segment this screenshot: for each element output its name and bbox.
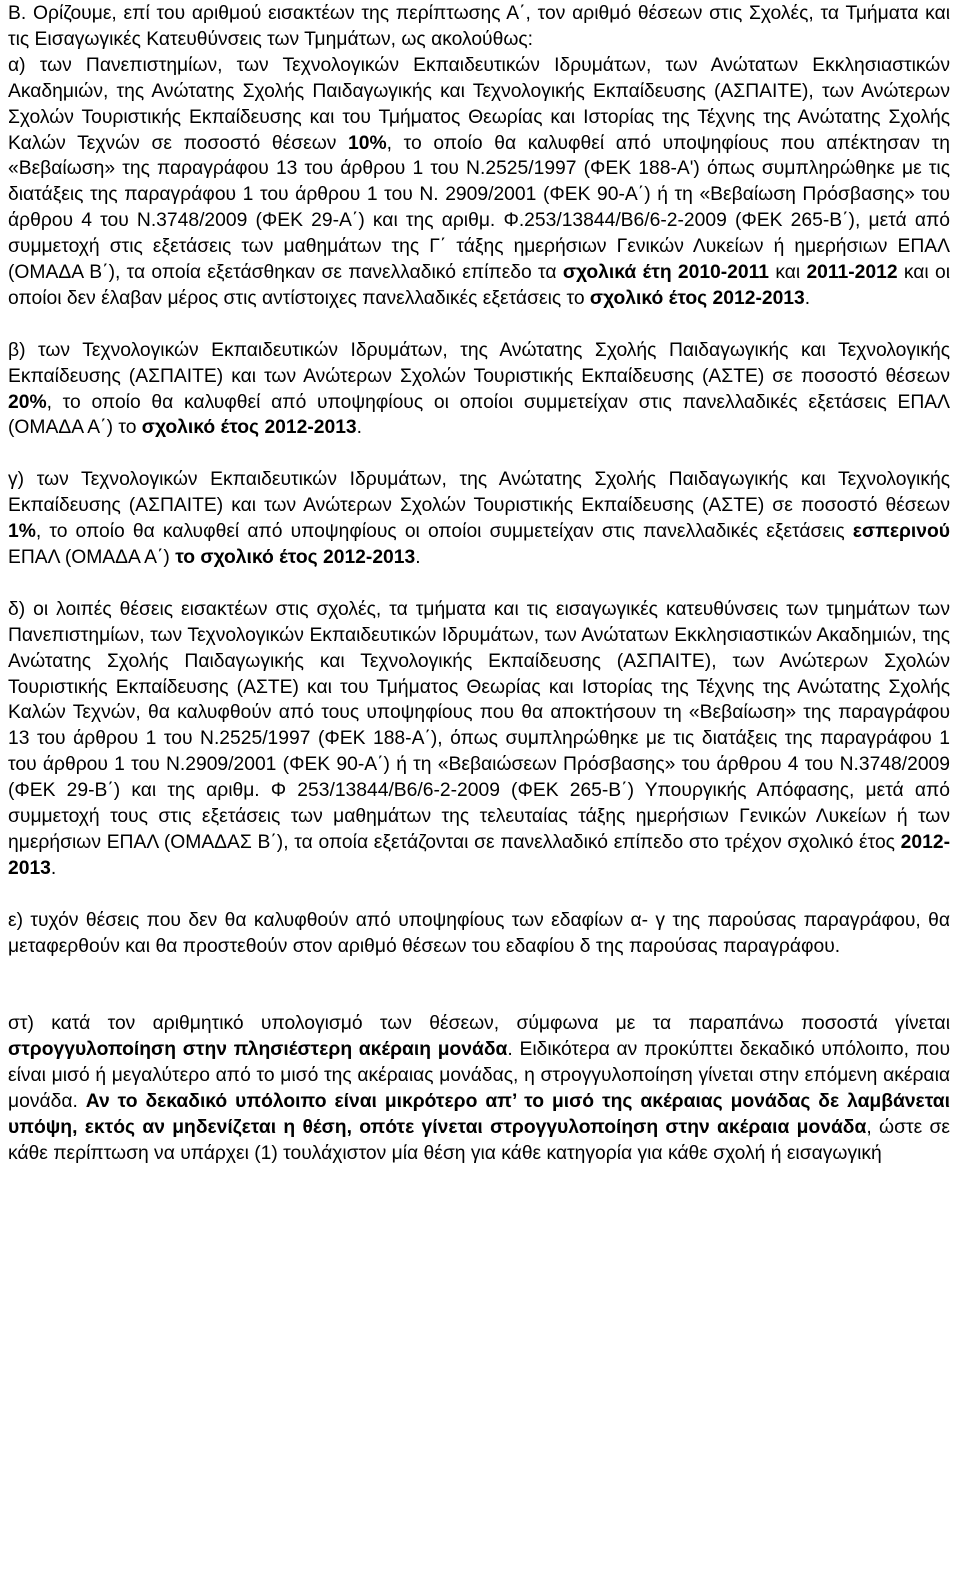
para-b-bold-percent: 20%: [8, 391, 47, 413]
para-d-text-1: δ) οι λοιπές θέσεις εισακτέων στις σχολές, τα τμήματα και τις εισαγωγικές κατευθύνσεις των τμημάτων των Πανεπιστημίων, των Τεχνολογικών Εκπαιδευτικών Ιδρυμάτων, των Ανώτατων Εκκλησιαστικών Ακαδημιών, της Ανώτατης Σχολής Παιδαγωγικής και Τεχνολογικής Εκπαίδευσης (ΑΣΠΑΙΤΕ), των Ανώτερων Σχολών Τουριστικής Εκπαίδευσης (ΑΣΤΕ) και του Τμήματος Θεωρίας και Ιστορίας της Τέχνης της Ανώτατης Σχολής Καλών Τεχνών, θα καλυφθούν από τους υποψηφίους που θα αποκτήσουν τη «Βεβαίωση» της παραγράφου 13 του άρθρου 1 του Ν.2525/1997 (ΦΕΚ 188-Α΄), όπως συμπληρώθηκε με τις διατάξεις της παραγράφου 1 του άρθρου 1 του Ν.2909/2001 (ΦΕΚ 90-Α΄) ή τη «Βεβαιώσεων Πρόσβασης» του άρθρου 4 του Ν.3748/2009 (ΦΕΚ 29-Β΄) και της αριθμ. Φ 253/13844/Β6/6-2-2009 (ΦΕΚ 265-Β΄) Υπουργικής Απόφασης, μετά από συμμετοχή τους στις εξετάσεις των μαθημάτων της τελευταίας τάξης ημερήσιων Γενικών Λυκείων ή των ημερήσιων ΕΠΑΛ (ΟΜΑΔΑΣ Β΄), τα οποία εξετάζονται σε πανελλαδικό επίπεδο στο τρέχον σχολικό έτος: [8, 598, 950, 853]
para-e-text-1: ε) τυχόν θέσεις που δεν θα καλυφθούν από υποψηφίους των εδαφίων α- γ της παρούσας παραγράφου, θα μεταφερθούν και θα προστεθούν στον αριθμό θέσεων του εδαφίου δ της παρούσας παραγράφου.: [8, 909, 950, 957]
para-b-text-4: .: [356, 417, 363, 439]
para-c-text-3: ΕΠΑΛ (ΟΜΑΔΑ Α΄): [8, 547, 176, 568]
paragraph-c: [8, 467, 950, 571]
para-a-text-4: και οι οποίοι δεν έλαβαν μέρος στις αντίστοιχες πανελλαδικές εξετάσεις το: [8, 262, 951, 309]
paragraph-e: [8, 908, 950, 960]
para-st-text-2: . Ειδικότερα αν προκύπτει δεκαδικό υπόλοιπο, που είναι μισό ή μεγαλύτερο από το μισό της ακέραιας μονάδας, η στρογγυλοποίηση γίνεται στην επόμενη ακέραια μονάδα.: [8, 1039, 950, 1112]
intro-paragraph: [8, 1, 950, 53]
para-a-bold-year2: 2011-2012: [806, 262, 898, 284]
para-b-text-2: , το οποίο θα καλυφθεί από υποψηφίους οι οποίοι συμμετείχαν στις πανελλαδικές εξετάσεις ΕΠΑΛ (ΟΜΑΔΑ Α΄) το: [8, 391, 950, 439]
intro-text: Β. Ορίζουμε, επί του αριθμού εισακτέων της περίπτωσης Α΄, τον αριθμό θέσεων στις Σχολές, τα Τμήματα και τις Εισαγωγικές Κατευθύνσεις των Τμημάτων, ως ακολούθως:: [8, 3, 950, 50]
para-st-text-3: , ώστε σε κάθε περίπτωση να υπάρχει (1) τουλάχιστον μία θέση για κάθε κατηγορία για κάθε σχολή ή εισαγωγική: [8, 1116, 950, 1164]
para-st-text-1: στ) κατά τον αριθμητικό υπολογισμό των θέσεων, σύμφωνα με τα παραπάνω ποσοστά γίνεται: [8, 1013, 950, 1035]
para-st-bold-rule: Αν το δεκαδικό υπόλοιπο είναι μικρότερο απ’ το μισό της ακέραιας μονάδας δε λαμβάνεται υπόψη, εκτός αν μηδενίζεται η θέση, οπότε γίνεται στρογγυλοποίηση στην ακέραια μονάδα: [8, 1090, 950, 1138]
para-b-text-1: β) των Τεχνολογικών Εκπαιδευτικών Ιδρυμάτων, της Ανώτατης Σχολής Παιδαγωγικής και Τεχνολογικής Εκπαίδευσης (ΑΣΠΑΙΤΕ) και των Ανώτερων Σχολών Τουριστικής Εκπαίδευσης (ΑΣΤΕ) σε ποσοστό θέσεων: [8, 339, 950, 387]
para-a-bold-school-year: σχολικό έτος 2012-2013: [589, 287, 805, 309]
para-a-bold-percent: 10%: [348, 132, 387, 154]
para-b-bold-year: 2012-2013: [264, 417, 357, 439]
para-a-text-2: , το οποίο θα καλυφθεί από υποψηφίους που απέκτησαν τη «Βεβαίωση» της παραγράφου 13 του άρθρου 1 του Ν.2525/1997 (ΦΕΚ 188-Α') όπως συμπληρώθηκε με τις διατάξεις της παραγράφου 1 του άρθρου 1 του Ν. 2909/2001 (ΦΕΚ 90-Α΄) ή τη «Βεβαίωση Πρόσβασης» του άρθρου 4 του Ν.3748/2009 (ΦΕΚ 29-Α΄) και της αριθμ. Φ.253/13844/Β6/6-2-2009 (ΦΕΚ 265-Β΄), μετά από συμμετοχή στις εξετάσεις των μαθημάτων της Γ΄ τάξης ημερήσιων Γενικών Λυκείων ή ημερήσιων ΕΠΑΛ (ΟΜΑΔΑ Β΄), τα οποία εξετάσθηκαν σε πανελλαδικό επίπεδο τα: [8, 132, 950, 284]
para-c-bold-school-year: το σχολικό έτος 2012-2013: [175, 547, 416, 568]
paragraph-d: [8, 597, 950, 882]
para-d-text-2: .: [50, 857, 57, 879]
para-b-bold-school-year: σχολικό έτος: [141, 417, 260, 439]
para-d-bold-year: 2012-2013: [8, 831, 950, 879]
para-st-bold-rounding: στρογγυλοποίηση στην πλησιέστερη ακέραιη μονάδα: [8, 1039, 508, 1061]
para-c-bold-evening: εσπερινού: [852, 521, 950, 543]
para-a-text-1: α) των Πανεπιστημίων, των Τεχνολογικών Εκπαιδευτικών Ιδρυμάτων, των Ανώτατων Εκκλησιαστικών Ακαδημιών, της Ανώτατης Σχολής Παιδαγωγικής και Τεχνολογικής Εκπαίδευσης (ΑΣΠΑΙΤΕ), των Ανώτερων Σχολών Τουριστικής Εκπαίδευσης και του Τμήματος Θεωρίας και Ιστορίας της Τέχνης της Ανώτατης Σχολής Καλών Τεχνών σε ποσοστό θέσεων: [8, 54, 950, 154]
para-a-text-5: .: [804, 287, 811, 309]
para-c-bold-percent: 1%: [8, 521, 36, 543]
paragraph-b: [8, 338, 950, 442]
para-a-bold-years: σχολικά έτη 2010-2011: [562, 262, 770, 284]
para-c-text-1: γ) των Τεχνολογικών Εκπαιδευτικών Ιδρυμάτων, της Ανώτατης Σχολής Παιδαγωγικής και Τεχνολογικής Εκπαίδευσης (ΑΣΠΑΙΤΕ) και των Ανώτερων Σχολών Τουριστικής Εκπαίδευσης (ΑΣΤΕ) σε ποσοστό θέσεων: [8, 469, 950, 517]
para-a-text-3: και: [769, 262, 807, 284]
paragraph-a: [8, 53, 950, 312]
para-c-text-4: .: [415, 547, 421, 568]
para-c-text-2: , το οποίο θα καλυφθεί από υποψηφίους οι οποίοι συμμετείχαν στις πανελλαδικές εξετάσεις: [35, 521, 853, 543]
paragraph-st: [8, 1011, 950, 1166]
